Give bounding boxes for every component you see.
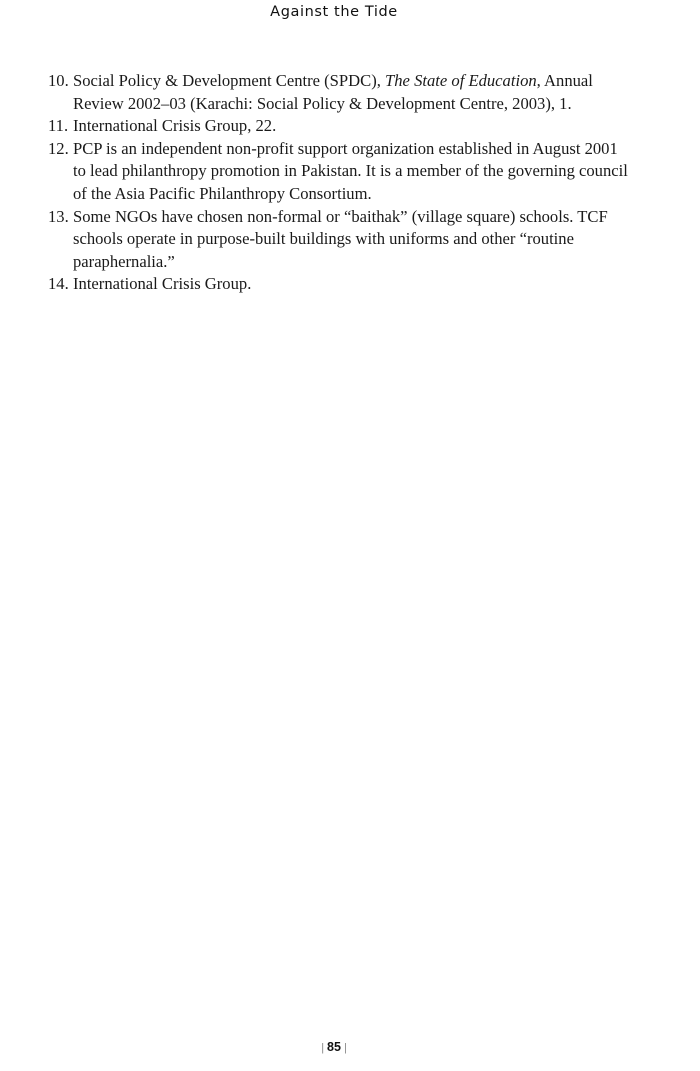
note-number: 12. — [48, 138, 69, 158]
folio-bar-right: | — [343, 1042, 347, 1054]
note-number: 11. — [48, 116, 69, 136]
running-head: Against the Tide — [270, 4, 398, 20]
note-number: 13. — [48, 206, 69, 226]
note-title-italic: The State of Education — [385, 71, 537, 90]
endnote-10 — [48, 70, 628, 115]
page-number-footer — [0, 1040, 668, 1054]
page-number: 85 — [327, 1040, 341, 1054]
note-number: 14. — [48, 274, 69, 294]
note-text: International Crisis Group. — [73, 274, 252, 294]
note-text-after: , Annual Review 2002–03 (Karachi: Social Policy & Development Centre, 2003), 1. — [73, 71, 593, 113]
note-number: 10. — [48, 71, 69, 90]
note-text: PCP is an independent non-profit support organization established in August 2001 to lead philanthropy promotion in Pakistan. It is a member of the governing council of the Asia Pacific Philanthropy Consortium. — [73, 138, 628, 203]
endnote-11 — [48, 115, 628, 138]
note-text-before: Social Policy & Development Centre (SPDC), — [73, 71, 386, 90]
folio-bar-left: | — [321, 1042, 325, 1054]
note-text — [73, 70, 628, 115]
endnote-12 — [48, 138, 628, 206]
note-text: Some NGOs have chosen non-formal or “baithak” (village square) schools. TCF schools operate in purpose-built buildings with uniforms and other “routine paraphernalia.” — [73, 206, 608, 271]
endnotes-list — [48, 70, 628, 296]
endnote-14 — [48, 273, 628, 296]
note-text: International Crisis Group, 22. — [73, 116, 277, 136]
endnote-13 — [48, 206, 628, 274]
